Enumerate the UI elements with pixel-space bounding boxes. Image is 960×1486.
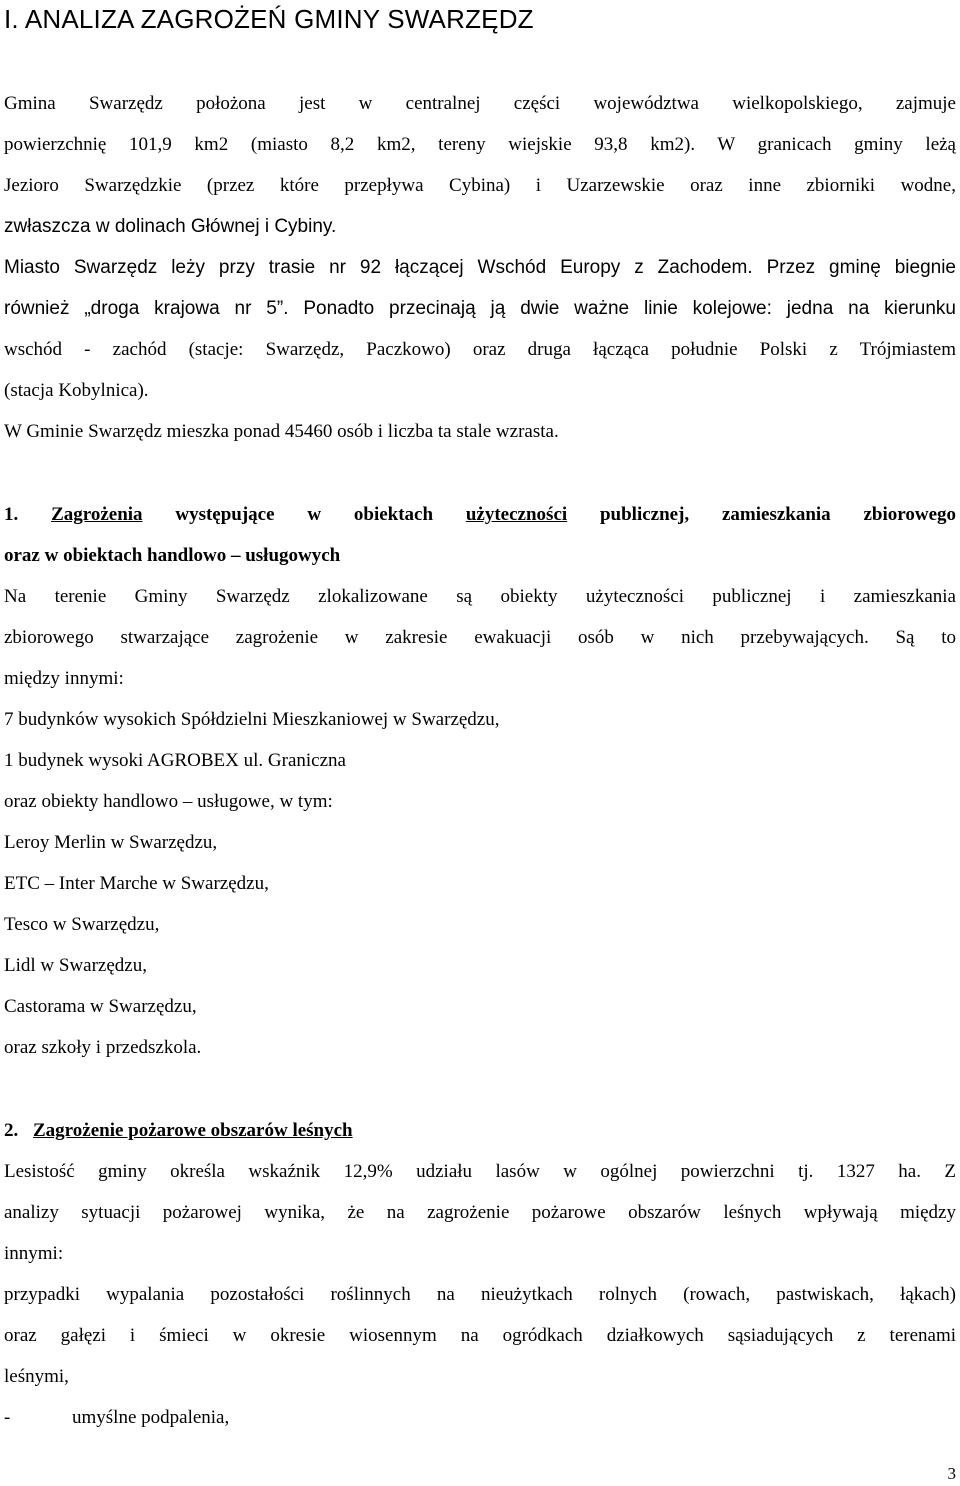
section-1-heading-line-1 <box>4 503 956 527</box>
section-2-number: 2. <box>4 1120 19 1141</box>
intro-line-5: Miasto Swarzędz leży przy trasie nr 92 łączącej Wschód Europy z Zachodem. Przez gminę biegnie <box>4 257 956 278</box>
section-2-line-5: oraz gałęzi i śmieci w okresie wiosennym na ogródkach działkowych sąsiadujących z terenami <box>4 1325 956 1346</box>
section-2-title: Zagrożenie pożarowe obszarów leśnych <box>33 1120 353 1141</box>
list-item: Tesco w Swarzędzu, <box>4 914 160 935</box>
section-1-heading-line-2: oraz w obiektach handlowo – usługowych <box>4 545 341 566</box>
section-2-heading <box>4 1119 353 1143</box>
section-2-line-3: innymi: <box>4 1243 64 1264</box>
list-item: Lidl w Swarzędzu, <box>4 955 147 976</box>
list-item: 7 budynków wysokich Spółdzielni Mieszkaniowej w Swarzędzu, <box>4 709 500 730</box>
list-item: oraz obiekty handlowo – usługowe, w tym: <box>4 791 333 812</box>
list-item: 1 budynek wysoki AGROBEX ul. Graniczna <box>4 750 346 771</box>
intro-line-4: zwłaszcza w dolinach Głównej i Cybiny. <box>4 216 337 237</box>
section-1-line-2: zbiorowego stwarzające zagrożenie w zakresie ewakuacji osób w nich przebywających. Są to <box>4 627 956 648</box>
list-item: ETC – Inter Marche w Swarzędzu, <box>4 873 269 894</box>
intro-line-6: również „droga krajowa nr 5”. Ponadto przecinają ją dwie ważne linie kolejowe: jedna na kierunku <box>4 298 956 319</box>
section-1-line-1: Na terenie Gminy Swarzędz zlokalizowane są obiekty użyteczności publicznej i zamieszkania <box>4 586 956 607</box>
intro-line-7: wschód - zachód (stacje: Swarzędz, Paczkowo) oraz druga łącząca południe Polski z Trójmiastem <box>4 339 956 360</box>
intro-line-3: Jezioro Swarzędzkie (przez które przepływa Cybina) i Uzarzewskie oraz inne zbiorniki wodne, <box>4 175 956 196</box>
list-item: Leroy Merlin w Swarzędzu, <box>4 832 218 853</box>
page-title: I. ANALIZA ZAGROŻEŃ GMINY SWARZĘDZ <box>4 4 534 34</box>
intro-line-2: powierzchnię 101,9 km2 (miasto 8,2 km2, tereny wiejskie 93,8 km2). W granicach gminy leżą <box>4 134 956 155</box>
intro-line-1: Gmina Swarzędz położona jest w centralnej części województwa wielkopolskiego, zajmuje <box>4 93 956 114</box>
section-2-line-2: analizy sytuacji pożarowej wynika, że na zagrożenie pożarowe obszarów leśnych wpływają między <box>4 1202 956 1223</box>
intro-line-8: (stacja Kobylnica). <box>4 380 149 401</box>
intro-line-9: W Gminie Swarzędz mieszka ponad 45460 osób i liczba ta stale wzrasta. <box>4 421 559 442</box>
section-1-line-3: między innymi: <box>4 668 124 689</box>
page-number: 3 <box>947 1464 956 1483</box>
list-item: oraz szkoły i przedszkola. <box>4 1037 202 1058</box>
list-item: Castorama w Swarzędzu, <box>4 996 197 1017</box>
section-2-line-4: przypadki wypalania pozostałości roślinnych na nieużytkach rolnych (rowach, pastwiskach, łąkach) <box>4 1284 956 1305</box>
section-2-line-6: leśnymi, <box>4 1366 69 1387</box>
section-1-heading-text-1: 1. Zagrożenia występujące w obiektach użyteczności publicznej, zamieszkania zbiorowego <box>4 504 957 525</box>
section-2-line-1: Lesistość gminy określa wskaźnik 12,9% udziału lasów w ogólnej powierzchni tj. 1327 ha. Z <box>4 1161 956 1182</box>
bullet-dash: - <box>4 1407 11 1428</box>
bullet-item <box>4 1406 230 1430</box>
bullet-text: umyślne podpalenia, <box>72 1407 230 1428</box>
document-page <box>4 0 956 1486</box>
